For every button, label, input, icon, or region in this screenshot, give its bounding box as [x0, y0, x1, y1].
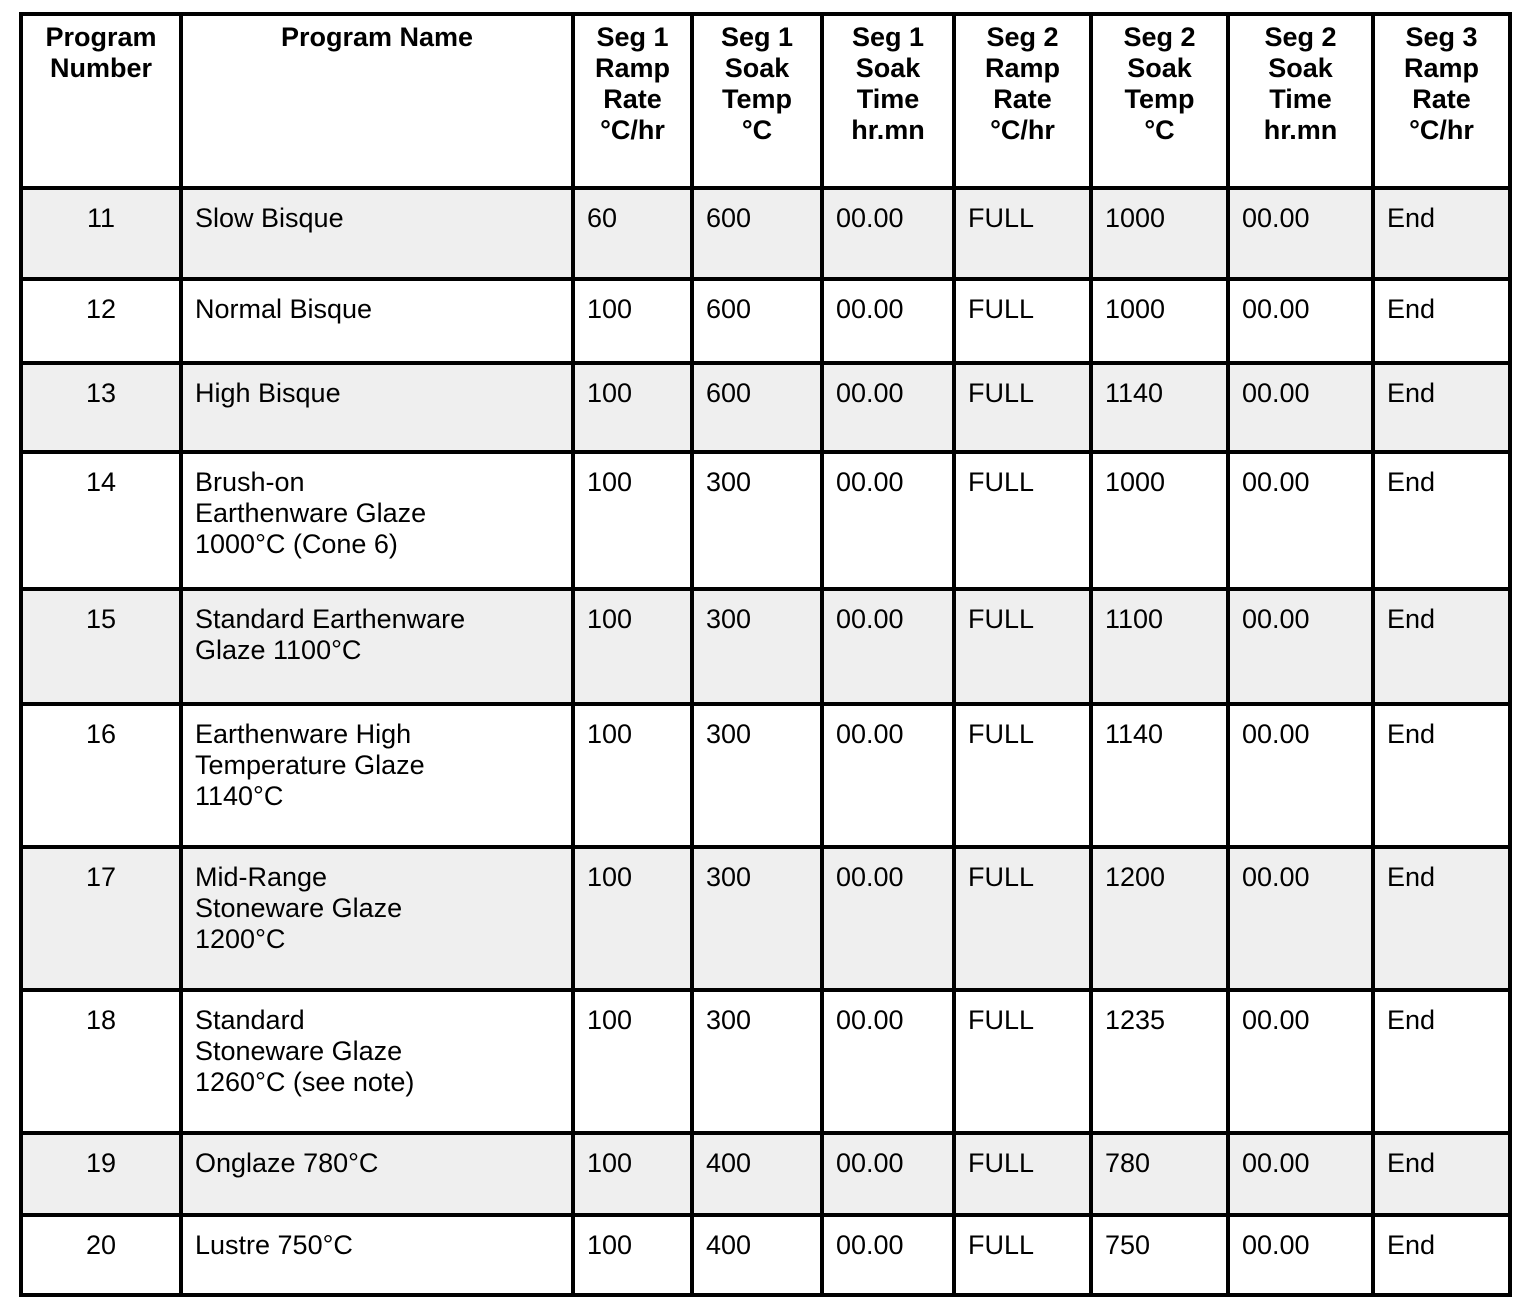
table-row — [21, 1133, 1510, 1215]
seg1-soak-temp: 400 — [692, 1215, 822, 1295]
program-name: Standard Stoneware Glaze 1260°C (see note) — [181, 990, 573, 1133]
seg2-soak-time: 00.00 — [1228, 990, 1373, 1133]
seg2-ramp-rate: FULL — [954, 363, 1091, 452]
seg2-ramp-rate: FULL — [954, 847, 1091, 990]
seg2-soak-temp: 1235 — [1091, 990, 1228, 1133]
seg1-soak-time: 00.00 — [822, 363, 954, 452]
seg2-ramp-rate: FULL — [954, 1133, 1091, 1215]
seg1-ramp-rate: 100 — [573, 363, 692, 452]
seg2-ramp-rate: FULL — [954, 704, 1091, 847]
table-row — [21, 363, 1510, 452]
table-row — [21, 589, 1510, 704]
seg1-ramp-rate: 100 — [573, 847, 692, 990]
seg2-soak-time: 00.00 — [1228, 188, 1373, 279]
seg3-ramp-rate: End — [1373, 704, 1510, 847]
seg1-soak-time: 00.00 — [822, 1133, 954, 1215]
program-number: 14 — [21, 452, 181, 589]
table-row — [21, 990, 1510, 1133]
seg1-soak-time: 00.00 — [822, 704, 954, 847]
program-number: 15 — [21, 589, 181, 704]
seg2-soak-temp: 1000 — [1091, 279, 1228, 363]
seg1-ramp-rate: 100 — [573, 1133, 692, 1215]
seg1-soak-time: 00.00 — [822, 188, 954, 279]
seg1-soak-time: 00.00 — [822, 990, 954, 1133]
header-seg3-ramp-rate: Seg 3 Ramp Rate °C/hr — [1373, 14, 1510, 188]
program-number: 20 — [21, 1215, 181, 1295]
program-name: High Bisque — [181, 363, 573, 452]
seg2-soak-temp: 1100 — [1091, 589, 1228, 704]
program-name: Onglaze 780°C — [181, 1133, 573, 1215]
firing-program-table — [19, 12, 1512, 1297]
header-seg2-soak-temp: Seg 2 Soak Temp °C — [1091, 14, 1228, 188]
seg2-soak-temp: 1140 — [1091, 704, 1228, 847]
seg1-ramp-rate: 100 — [573, 704, 692, 847]
program-number: 13 — [21, 363, 181, 452]
program-name: Normal Bisque — [181, 279, 573, 363]
seg2-soak-temp: 1200 — [1091, 847, 1228, 990]
seg1-soak-temp: 400 — [692, 1133, 822, 1215]
header-program-name: Program Name — [181, 14, 573, 188]
program-number: 16 — [21, 704, 181, 847]
seg1-soak-temp: 600 — [692, 188, 822, 279]
program-number: 17 — [21, 847, 181, 990]
seg2-ramp-rate: FULL — [954, 1215, 1091, 1295]
header-seg1-soak-time: Seg 1 Soak Time hr.mn — [822, 14, 954, 188]
seg2-soak-temp: 750 — [1091, 1215, 1228, 1295]
seg1-soak-temp: 300 — [692, 704, 822, 847]
table-row — [21, 704, 1510, 847]
seg1-soak-temp: 300 — [692, 452, 822, 589]
program-name: Brush-on Earthenware Glaze 1000°C (Cone 6) — [181, 452, 573, 589]
seg3-ramp-rate: End — [1373, 1133, 1510, 1215]
header-seg2-soak-time: Seg 2 Soak Time hr.mn — [1228, 14, 1373, 188]
seg1-soak-temp: 600 — [692, 279, 822, 363]
seg2-ramp-rate: FULL — [954, 279, 1091, 363]
seg3-ramp-rate: End — [1373, 589, 1510, 704]
seg2-ramp-rate: FULL — [954, 188, 1091, 279]
seg2-soak-time: 00.00 — [1228, 589, 1373, 704]
program-name: Mid-Range Stoneware Glaze 1200°C — [181, 847, 573, 990]
seg2-ramp-rate: FULL — [954, 990, 1091, 1133]
table-row — [21, 279, 1510, 363]
seg2-ramp-rate: FULL — [954, 589, 1091, 704]
program-number: 19 — [21, 1133, 181, 1215]
seg2-soak-time: 00.00 — [1228, 363, 1373, 452]
seg2-soak-temp: 780 — [1091, 1133, 1228, 1215]
program-name: Lustre 750°C — [181, 1215, 573, 1295]
table-row — [21, 847, 1510, 990]
seg3-ramp-rate: End — [1373, 279, 1510, 363]
seg2-ramp-rate: FULL — [954, 452, 1091, 589]
seg2-soak-time: 00.00 — [1228, 1133, 1373, 1215]
header-seg2-ramp-rate: Seg 2 Ramp Rate °C/hr — [954, 14, 1091, 188]
program-name: Earthenware High Temperature Glaze 1140°C — [181, 704, 573, 847]
seg2-soak-time: 00.00 — [1228, 1215, 1373, 1295]
seg2-soak-time: 00.00 — [1228, 279, 1373, 363]
seg3-ramp-rate: End — [1373, 990, 1510, 1133]
header-row — [21, 14, 1510, 188]
seg2-soak-time: 00.00 — [1228, 452, 1373, 589]
seg1-soak-temp: 300 — [692, 847, 822, 990]
seg2-soak-time: 00.00 — [1228, 704, 1373, 847]
header-seg1-soak-temp: Seg 1 Soak Temp °C — [692, 14, 822, 188]
header-seg1-ramp-rate: Seg 1 Ramp Rate °C/hr — [573, 14, 692, 188]
seg1-soak-temp: 300 — [692, 990, 822, 1133]
seg1-soak-temp: 600 — [692, 363, 822, 452]
seg1-ramp-rate: 100 — [573, 1215, 692, 1295]
seg3-ramp-rate: End — [1373, 452, 1510, 589]
seg2-soak-time: 00.00 — [1228, 847, 1373, 990]
seg1-ramp-rate: 100 — [573, 279, 692, 363]
table-row — [21, 452, 1510, 589]
seg1-ramp-rate: 100 — [573, 452, 692, 589]
seg1-soak-time: 00.00 — [822, 279, 954, 363]
seg3-ramp-rate: End — [1373, 363, 1510, 452]
program-number: 11 — [21, 188, 181, 279]
seg1-soak-time: 00.00 — [822, 452, 954, 589]
program-number: 12 — [21, 279, 181, 363]
seg1-soak-time: 00.00 — [822, 589, 954, 704]
program-number: 18 — [21, 990, 181, 1133]
seg1-ramp-rate: 60 — [573, 188, 692, 279]
seg3-ramp-rate: End — [1373, 188, 1510, 279]
seg2-soak-temp: 1140 — [1091, 363, 1228, 452]
program-name: Slow Bisque — [181, 188, 573, 279]
seg3-ramp-rate: End — [1373, 847, 1510, 990]
seg2-soak-temp: 1000 — [1091, 452, 1228, 589]
header-program-number: Program Number — [21, 14, 181, 188]
program-name: Standard Earthenware Glaze 1100°C — [181, 589, 573, 704]
table-row — [21, 1215, 1510, 1295]
seg3-ramp-rate: End — [1373, 1215, 1510, 1295]
seg1-ramp-rate: 100 — [573, 589, 692, 704]
seg1-soak-time: 00.00 — [822, 1215, 954, 1295]
seg1-soak-time: 00.00 — [822, 847, 954, 990]
table-row — [21, 188, 1510, 279]
seg1-soak-temp: 300 — [692, 589, 822, 704]
seg1-ramp-rate: 100 — [573, 990, 692, 1133]
seg2-soak-temp: 1000 — [1091, 188, 1228, 279]
